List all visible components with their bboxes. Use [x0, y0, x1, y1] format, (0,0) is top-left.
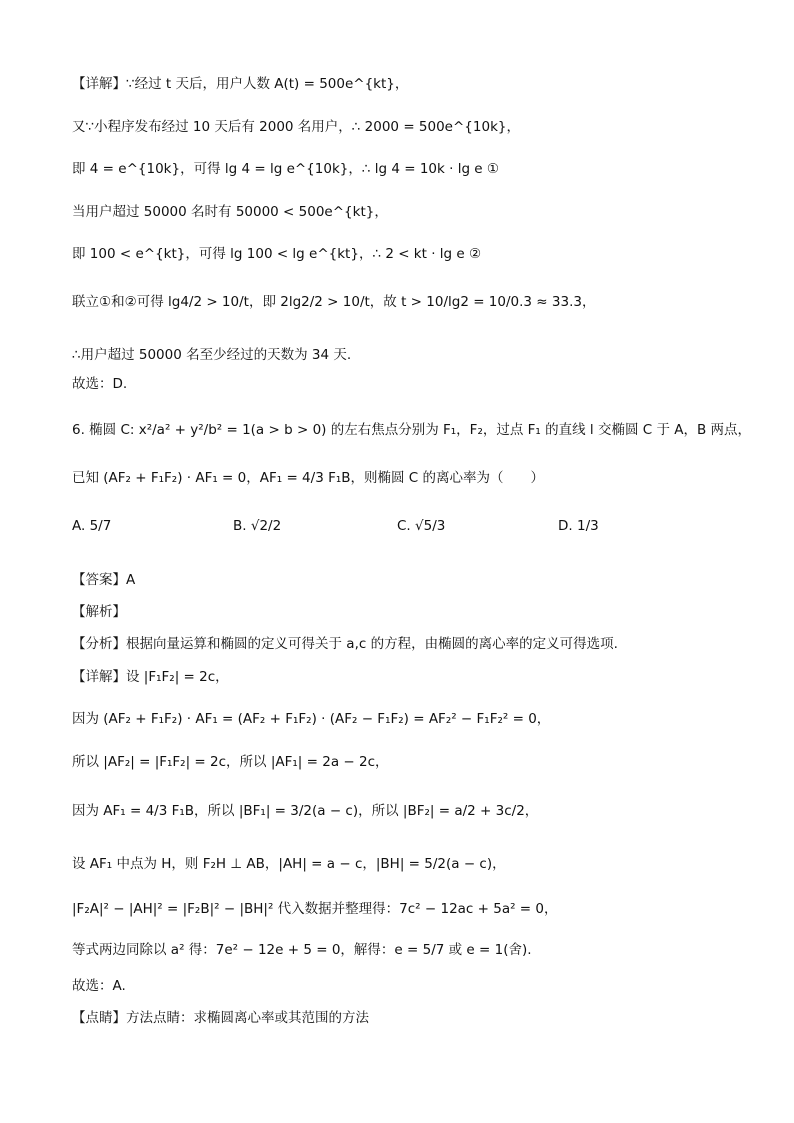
text-line: 因为 AF₁ = 4/3 F₁B，所以 |BF₁| = 3/2(a − c)，所以 |BF₂| = a/2 + 3c/2，	[72, 803, 539, 819]
text-line: ∴用户超过 50000 名至少经过的天数为 34 天.	[72, 347, 352, 363]
text-line: 【详解】∵经过 t 天后，用户人数 A(t) = 500e^{kt}，	[72, 76, 409, 92]
answer-option: C. √5/3	[397, 518, 446, 534]
text-line: 已知 (AF₂ + F₁F₂) · AF₁ = 0，AF₁ = 4/3 F₁B，则椭圆 C 的离心率为（ ）	[72, 470, 545, 486]
text-line: 设 AF₁ 中点为 H，则 F₂H ⊥ AB，|AH| = a − c，|BH| = 5/2(a − c)，	[72, 856, 506, 872]
text-line: 故选：D.	[72, 376, 128, 392]
text-line: 又∵小程序发布经过 10 天后有 2000 名用户，∴ 2000 = 500e^{10k}，	[72, 119, 520, 135]
text-line: 联立①和②可得 lg4/2 > 10/t，即 2lg2/2 > 10/t，故 t > 10/lg2 = 10/0.3 ≈ 33.3，	[72, 294, 596, 310]
text-line: 故选：A.	[72, 978, 126, 994]
text-line: 【分析】根据向量运算和椭圆的定义可得关于 a,c 的方程，由椭圆的离心率的定义可得选项.	[72, 636, 618, 652]
text-line: 即 4 = e^{10k}，可得 lg 4 = lg e^{10k}，∴ lg 4 = 10k · lg e ①	[72, 161, 500, 177]
text-line: 即 100 < e^{kt}，可得 lg 100 < lg e^{kt}，∴ 2 < kt · lg e ②	[72, 246, 482, 262]
text-line: 因为 (AF₂ + F₁F₂) · AF₁ = (AF₂ + F₁F₂) · (AF₂ − F₁F₂) = AF₂² − F₁F₂² = 0，	[72, 711, 551, 727]
text-line: 【答案】A	[72, 572, 136, 588]
answer-option: B. √2/2	[233, 518, 282, 534]
answer-option: D. 1/3	[558, 518, 599, 534]
text-line: 当用户超过 50000 名时有 50000 < 500e^{kt}，	[72, 204, 388, 220]
text-line: 【点睛】方法点睛：求椭圆离心率或其范围的方法	[72, 1010, 369, 1026]
text-line: 等式两边同除以 a² 得：7e² − 12e + 5 = 0，解得：e = 5/7 或 e = 1(舍).	[72, 942, 532, 958]
text-line: 【解析】	[72, 604, 126, 620]
text-line: |F₂A|² − |AH|² = |F₂B|² − |BH|² 代入数据并整理得：7c² − 12ac + 5a² = 0，	[72, 901, 558, 917]
text-line: 【详解】设 |F₁F₂| = 2c，	[72, 669, 229, 685]
text-line: 6. 椭圆 C: x²/a² + y²/b² = 1(a > b > 0) 的左右焦点分别为 F₁，F₂，过点 F₁ 的直线 l 交椭圆 C 于 A，B 两点，	[72, 422, 752, 438]
text-line: 所以 |AF₂| = |F₁F₂| = 2c，所以 |AF₁| = 2a − 2c，	[72, 754, 389, 770]
answer-option: A. 5/7	[72, 518, 112, 534]
